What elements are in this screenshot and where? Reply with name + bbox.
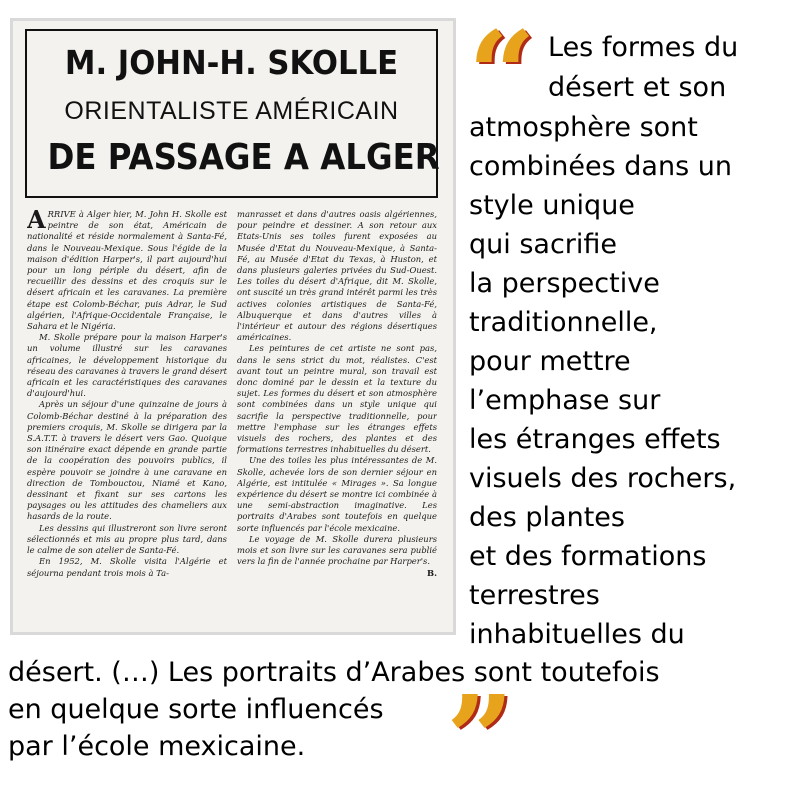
quote-line: en quelque sorte influencés	[8, 694, 384, 725]
quote-line: traditionnelle,	[469, 307, 658, 338]
quote-line: la perspective	[469, 268, 660, 299]
quote-line: inhabituelles du	[469, 619, 685, 650]
drop-cap: A	[27, 209, 46, 234]
quote-line: combinées dans un	[469, 151, 732, 182]
quote-line: style unique	[469, 190, 635, 221]
quote-line: l’emphase sur	[469, 385, 661, 416]
article-paragraph: M. Skolle prépare pour la maison Harper's un volume illustré sur les caravanes africaines, le développement historique du réseau des caravanes à travers le grand désert africain et les caractéristiques des caravanes d'aujourd'hui.	[27, 332, 227, 399]
quote-line: visuels des rochers,	[469, 463, 737, 494]
quote-line: désert. (…) Les portraits d’Arabes sont toutefois	[8, 657, 660, 688]
quote-line: qui sacrifie	[469, 229, 618, 260]
quote-line: et des formations	[469, 541, 707, 572]
quote-line: terrestres	[469, 580, 600, 611]
headline-name: M. JOHN-H. SKOLLE	[64, 43, 399, 82]
article-column-right	[237, 209, 437, 629]
article-paragraph: Les dessins qui illustreront son livre seront sélectionnés et mis au propre plus tard, dans le calme de son atelier de Santa-Fé.	[27, 522, 227, 556]
headline-event: DE PASSAGE A ALGER	[47, 137, 440, 178]
newspaper-clipping	[10, 18, 456, 635]
clipping-paper	[13, 21, 453, 632]
article-paragraph: manrasset et dans d'autres oasis algériennes, pour peindre et dessiner. A son retour aux Etats-Unis ses toiles furent exposées au Musée d'Etat du Nouveau-Mexique, à Santa-Fé, au Musée d'Etat du Texas, à Huston, et dans plusieurs galeries privées du Sud-Ouest. Les toiles du désert d'Afrique, dit M. Skolle, ont suscité un très grand intérêt parmi les très actives colonies artistiques de Santa-Fé, Albuquerque et dans d'autres villes à l'intérieur et autour des régions désertiques américaines.	[237, 209, 437, 343]
article-signoff: B.	[427, 567, 437, 578]
quote-line: Les formes du	[548, 32, 739, 63]
article-column-left	[27, 209, 227, 629]
article-paragraph: Les peintures de cet artiste ne sont pas, dans le sens strict du mot, réalistes. C'est avant tout un peintre mural, son travail est donc dominé par le dessin et la texture du sujet. Les formes du désert et son atmosphère sont combinées dans un style unique qui sacrifie la perspective traditionnelle, pour mettre l'emphase sur les étranges effets visuels des rochers, des plantes et des formations terrestres inhabituelles du désert.	[237, 343, 437, 455]
article-paragraph: Après un séjour d'une quinzaine de jours à Colomb-Béchar destiné à la préparation des premiers croquis, M. Skolle se dirigera par la S.A.T.T. à travers le désert vers Gao. Quoique son itinéraire exact dépende en grande partie de la coopération des pouvoirs publics, il espère pouvoir se joindre à une caravane en direction de Tombouctou, Niamé et Kano, dessinant et fixant sur ses cartons les paysages ou les attitudes des chameliers aux hasards de la route.	[27, 399, 227, 522]
article-paragraph: En 1952, M. Skolle visita l'Algérie et séjourna pendant trois mois à Ta-	[27, 556, 227, 578]
headline-role: ORIENTALISTE AMÉRICAIN	[64, 97, 399, 125]
quote-line: atmosphère sont	[469, 112, 698, 143]
quote-line: désert et son	[548, 72, 727, 103]
quote-line: pour mettre	[469, 346, 631, 377]
quote-line: par l’école mexicaine.	[8, 731, 306, 762]
article-paragraph: Le voyage de M. Skolle durera plusieurs mois et son livre sur les caravanes sera publié vers la fin de l'année prochaine par Harper's.	[237, 533, 437, 567]
article-columns	[27, 209, 437, 631]
quote-line: les étranges effets	[469, 424, 721, 455]
close-quote-mark: ”	[446, 669, 514, 808]
headline-box	[25, 29, 438, 198]
article-paragraph: Une des toiles les plus intéressantes de M. Skolle, achevée lors de son dernier séjour en Algérie, est intitulée « Mirages ». Sa longue expérience du désert se montre ici combinée à une semi-abstraction imaginative. Les portraits d'Arabes sont toutefois en quelque sorte influencés par l'école mexicaine.	[237, 455, 437, 533]
quote-line: des plantes	[469, 502, 625, 533]
article-paragraph: RRIVE à Alger hier, M. John H. Skolle est peintre de son état, Américain de nationalité et réside normalement à Santa-Fé, dans le Nouveau-Mexique. Sous l'égide de la maison d'édition Harper's, il part aujourd'hui pour un long périple du désert, afin de recueillir des dessins et des croquis sur le désert africain et les caravanes. La première étape est Colomb-Béchar, puis Adrar, le Sud algérien, l'Afrique-Occidentale Française, le Sahara et le Nigéria.	[27, 209, 227, 332]
open-quote-mark: “	[468, 5, 536, 144]
